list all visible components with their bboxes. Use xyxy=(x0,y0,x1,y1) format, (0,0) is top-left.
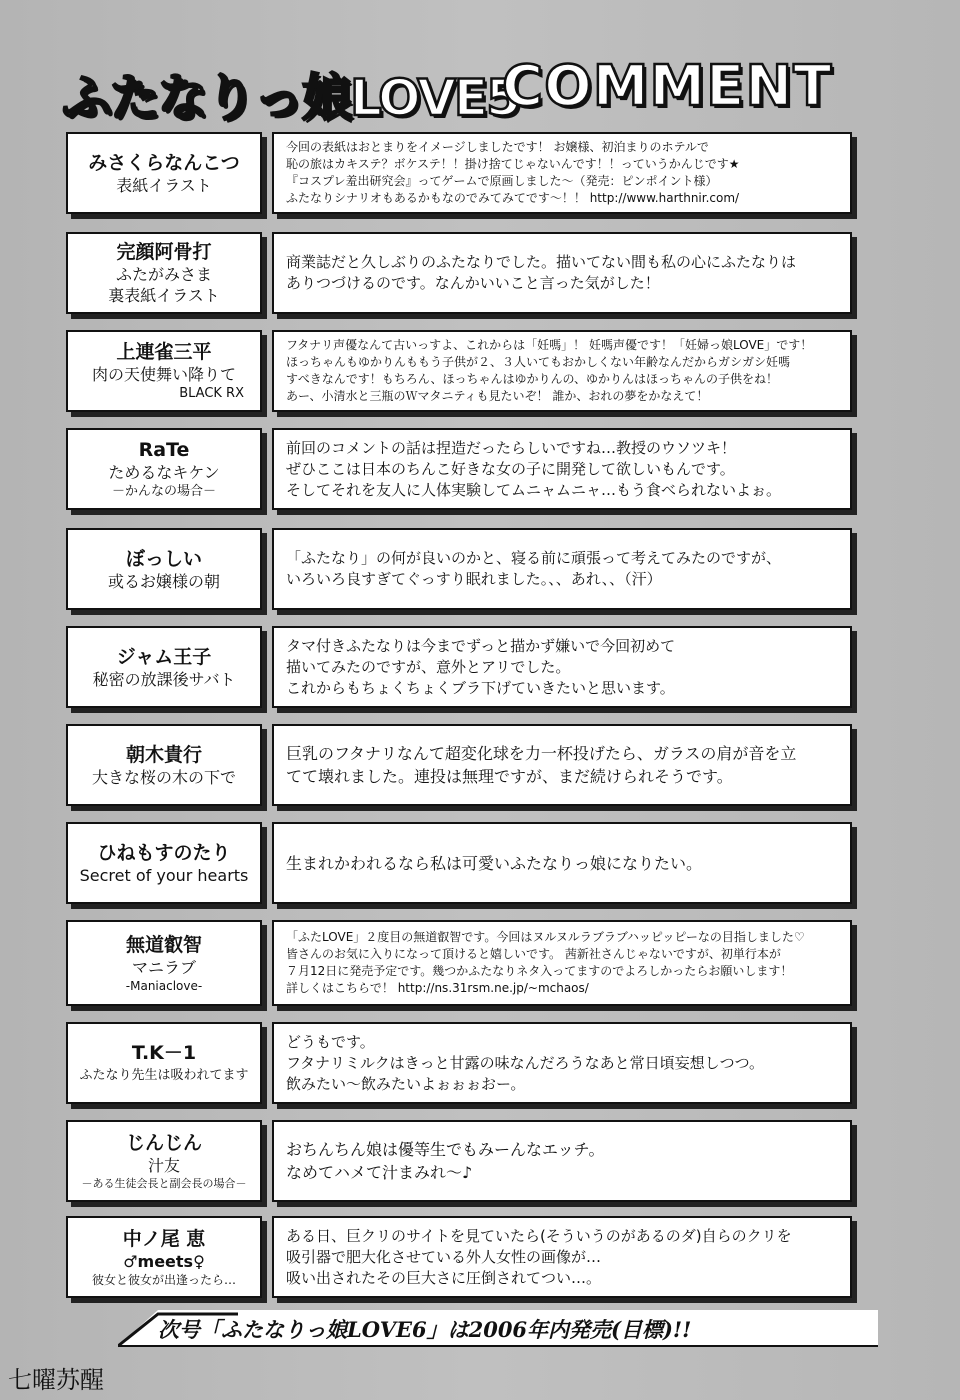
comment-entry xyxy=(66,428,852,510)
work-title: Secret of your hearts xyxy=(79,865,249,885)
next-issue-banner xyxy=(118,1308,878,1348)
comment-line: 皆さんのお気に入りになって頂けると嬉しいです。 茜新社さんじゃないですが、初単行本が xyxy=(286,947,781,961)
work-title: 表紙イラスト xyxy=(116,175,212,195)
comment-entry xyxy=(66,626,852,708)
comment-line: 「ふたなり」の何が良いのかと、寝る前に頑張って考えてみたのですが、 xyxy=(286,549,782,567)
author-box xyxy=(66,132,262,214)
scanner-signature: 七曜苏醒 xyxy=(8,1366,104,1394)
comment-entry xyxy=(66,232,852,314)
author-box xyxy=(66,724,262,806)
comment-box xyxy=(272,724,852,806)
comment-box xyxy=(272,920,852,1006)
comment-line: ふたなりシナリオもあるかもなのでみてみてです～！！ http://www.harthnir.com/ xyxy=(286,191,740,205)
comment-line: これからもちょくちょくブラ下げていきたいと思います。 xyxy=(286,678,675,697)
author-name: T.K－1 xyxy=(131,1041,197,1064)
author-box xyxy=(66,528,262,610)
author-box xyxy=(66,920,262,1006)
comment-box xyxy=(272,1120,852,1202)
comment-line: 生まれかわれるなら私は可愛いふたなりっ娘になりたい。 xyxy=(286,853,703,873)
work-subtitle: 彼女と彼女が出逢ったら… xyxy=(91,1272,236,1287)
author-box xyxy=(66,626,262,708)
author-name: 無道叡智 xyxy=(125,933,202,956)
comment-box xyxy=(272,528,852,610)
work-subtitle: BLACK RX xyxy=(179,386,244,401)
comment-line: 詳しくはこちらで！ http://ns.31rsm.ne.jp/~mchaos/ xyxy=(286,981,589,995)
work-title: 或るお嬢様の朝 xyxy=(107,571,220,591)
comment-entry xyxy=(66,1216,852,1298)
comment-entry xyxy=(66,724,852,806)
comment-line: すべきなんです！もちろん、ほっちゃんはゆかりんの、ゆかりんはほっちゃんの子供をね！ xyxy=(286,372,779,386)
comment-heading: COMMENT xyxy=(502,54,833,119)
work-subtitle: 裏表紙イラスト xyxy=(108,286,220,305)
author-box xyxy=(66,822,262,904)
comment-line: ぜひここは日本のちんこ好きな女の子に開発して欲しいもんです。 xyxy=(286,459,735,478)
author-name: 上連雀三平 xyxy=(116,341,212,363)
comment-line: 前回のコメントの話は捏造だったらしいですね…教授のウソツキ！ xyxy=(286,438,737,457)
work-title: 肉の天使舞い降りて xyxy=(91,365,236,384)
author-name: 完顔阿骨打 xyxy=(116,241,212,263)
comment-box xyxy=(272,822,852,904)
comment-line: 『コスプレ羞出研究会』ってゲームで原画しました～（発売：ピンポイント様） xyxy=(286,174,718,188)
comment-line: 吸い出されたその巨大さに圧倒されてつい…。 xyxy=(286,1268,602,1287)
comment-box xyxy=(272,232,852,314)
work-title: 汁友 xyxy=(147,1156,180,1175)
comment-entry xyxy=(66,1022,852,1104)
work-title: 大きな桜の木の下で xyxy=(91,767,236,787)
comment-entry xyxy=(66,822,852,904)
author-name: ジャム王子 xyxy=(116,645,212,668)
work-title: ふたがみさま xyxy=(115,265,212,284)
author-box xyxy=(66,428,262,510)
comment-entry xyxy=(66,920,852,1006)
comment-line: てて壊れました。連投は無理ですが、まだ続けられそうです。 xyxy=(286,767,733,786)
author-name: RaTe xyxy=(138,439,190,461)
comment-entry xyxy=(66,132,852,214)
comment-entry xyxy=(66,528,852,610)
comment-line: ある日、巨クリのサイトを見ていたら(そういうのがあるのダ)自らのクリを xyxy=(286,1226,792,1245)
comment-entry xyxy=(66,330,852,412)
comment-line: 恥の旅はカキステ？ボケステ！！掛け捨てじゃないんです！！っていうかんじです★ xyxy=(286,157,740,171)
author-name: 中ノ尾 恵 xyxy=(122,1227,206,1250)
comment-line: 商業誌だと久しぶりのふたなりでした。描いてない間も私の心にふたなりは xyxy=(286,253,797,271)
comment-box xyxy=(272,626,852,708)
comment-line: 「ふたLOVE」２度目の無道叡智です。今回はヌルヌルラブラブハッピッピーなの目指しました♡ xyxy=(286,930,805,944)
work-subtitle: －かんなの場合－ xyxy=(111,484,216,499)
comment-line: どうもです。 xyxy=(286,1032,375,1051)
comment-line: フタナリミルクはきっと甘露の味なんだろうなあと常日頃妄想しつつ。 xyxy=(286,1053,765,1072)
comment-line: おちんちん娘は優等生でもみーんなエッチ。 xyxy=(286,1140,605,1159)
author-name: 朝木貴行 xyxy=(125,743,202,766)
author-box xyxy=(66,1120,262,1202)
next-issue-announcement: 次号「ふたなりっ娘LOVE6」は2006年内発売(目標)!! xyxy=(158,1317,692,1342)
comment-line: 吸引器で肥大化させている外人女性の画像が… xyxy=(286,1247,602,1266)
comment-line: 今回の表紙はおとまりをイメージしましたです！ お嬢様、初泊まりのホテルで xyxy=(286,140,709,154)
author-name: みさくらなんこつ xyxy=(88,151,240,174)
work-subtitle: -Maniaclove- xyxy=(125,978,203,993)
author-box xyxy=(66,1022,262,1104)
comment-box xyxy=(272,132,852,214)
comment-line: あー、小清水と三瓶のＷマタニティも見たいぞ！ 誰か、おれの夢をかなえて！ xyxy=(286,389,709,403)
comment-box xyxy=(272,330,852,412)
author-box xyxy=(66,1216,262,1298)
comment-line: タマ付きふたなりは今までずっと描かず嫌いで今回初めて xyxy=(286,636,676,655)
comment-box xyxy=(272,1022,852,1104)
author-name: じんじん xyxy=(125,1132,202,1154)
work-title: 秘密の放課後サバト xyxy=(92,669,236,689)
comment-line: ほっちゃんもゆかりんももう子供が２、３人いてもおかしくない年齢なんだからガシガシ妊嗎 xyxy=(286,355,791,369)
comment-box xyxy=(272,428,852,510)
work-title: ためるなキケン xyxy=(108,463,220,482)
work-subtitle: －ある生徒会長と副会長の場合－ xyxy=(81,1177,247,1190)
author-box xyxy=(66,330,262,412)
author-name: ぼっしい xyxy=(125,547,202,570)
author-box xyxy=(66,232,262,314)
work-title: ふたなり先生は吸われてます xyxy=(79,1067,249,1083)
comment-line: ありつづけるのです。なんかいいこと言った気がした！ xyxy=(286,274,660,292)
comment-line: そしてそれを友人に人体実験してムニャムニャ…もう食べられないよぉ。 xyxy=(286,480,782,499)
work-title: ♂meets♀ xyxy=(123,1251,205,1271)
work-title: マニラブ xyxy=(131,957,196,977)
comment-line: なめてハメて汁まみれ～♪ xyxy=(286,1163,473,1182)
comment-line: ７月12日に発売予定です。幾つかふたなりネタ入ってますのでよろしかったらお願いします！ xyxy=(286,964,793,978)
comment-line: フタナリ声優なんて古いっすよ、これからは「妊嗎」！ 妊嗎声優です！「妊婦っ娘LOVE」です！ xyxy=(286,338,813,352)
comment-box xyxy=(272,1216,852,1298)
comment-line: 飲みたい～飲みたいよぉぉぉおー。 xyxy=(286,1074,526,1093)
author-name: ひねもすのたり xyxy=(97,841,231,864)
comment-entry xyxy=(66,1120,852,1202)
magazine-title: ふたなりっ娘LOVE5 xyxy=(62,69,519,127)
comment-line: いろいろ良すぎてぐっすり眠れました。、、あれ、、（汗） xyxy=(286,570,662,588)
comment-line: 描いてみたのですが、意外とアリでした。 xyxy=(286,657,571,676)
comment-line: 巨乳のフタナリなんて超変化球を力一杯投げたら、ガラスの肩が音を立 xyxy=(286,744,797,763)
